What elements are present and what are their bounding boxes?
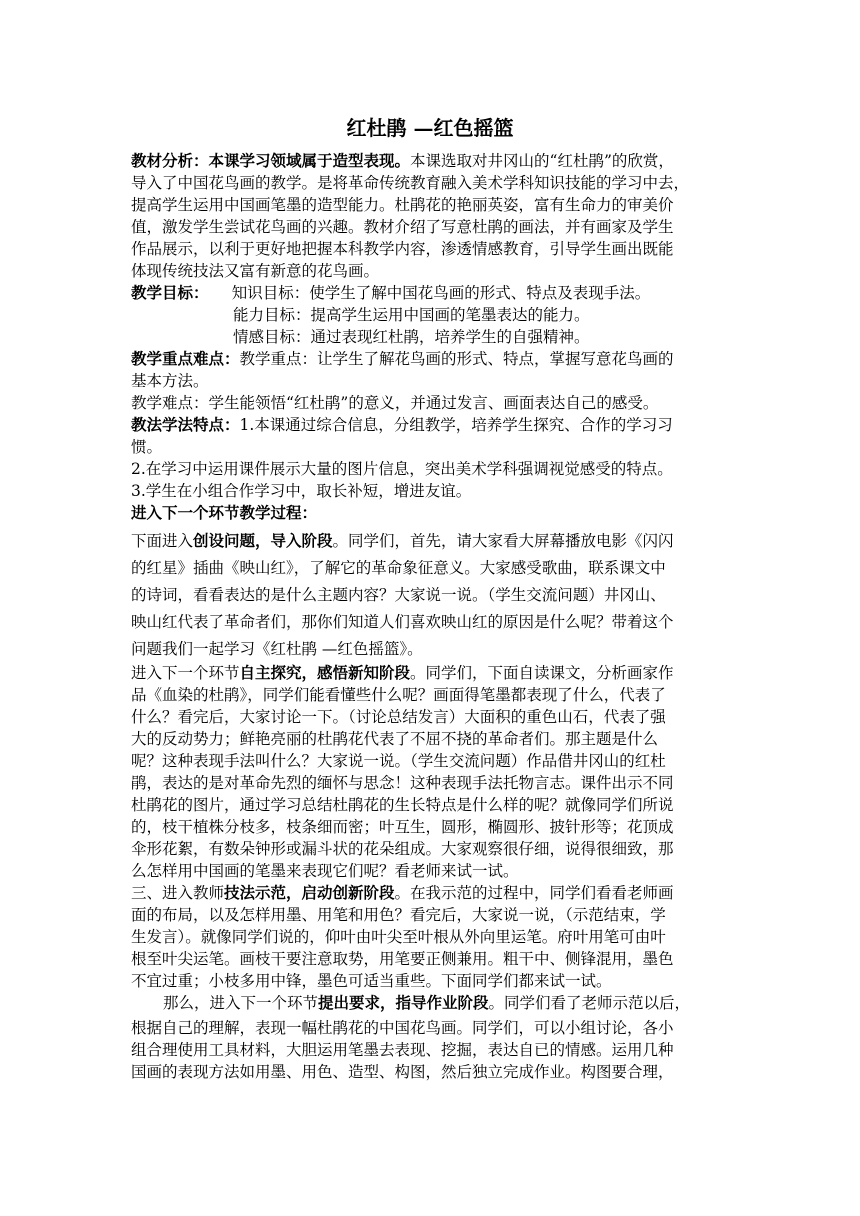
paragraph-line bbox=[131, 926, 731, 948]
text-segment: 情感目标：通过表现红杜鹃，培养学生的自强精神。 bbox=[233, 328, 590, 346]
text-segment: 进入下一个环节 bbox=[131, 664, 240, 682]
bold-text: 技法示范，启动创新阶段 bbox=[224, 883, 395, 902]
paragraph-line bbox=[131, 194, 731, 216]
paragraph-line bbox=[131, 458, 731, 480]
text-segment: 。在我示范的过程中，同学们看看老师画 bbox=[394, 884, 674, 902]
bold-text: 教法学法特点： bbox=[131, 415, 240, 434]
text-segment: 下面进入 bbox=[131, 532, 194, 550]
paragraph-line bbox=[131, 904, 731, 926]
paragraph-line bbox=[131, 216, 731, 238]
paragraph-line bbox=[131, 611, 731, 633]
paragraph-line bbox=[131, 172, 731, 194]
paragraph-line bbox=[131, 436, 731, 458]
text-segment: 品《血染的杜鹃》，同学们能看懂些什么呢？画面得笔墨都表现了什么，代表了 bbox=[131, 686, 666, 704]
paragraph-line bbox=[233, 304, 733, 326]
paragraph-line bbox=[131, 706, 731, 728]
paragraph-line bbox=[131, 150, 731, 172]
text-segment: 那么，进入下一个环节 bbox=[163, 994, 319, 1012]
text-segment: 鹃，表达的是对革命先烈的缅怀与思念！这种表现手法托物言志。课件出示不同 bbox=[131, 774, 674, 792]
text-segment: 的，枝干植株分枝多，枝条细而密；叶互生，圆形，椭圆形、披针形等；花顶成 bbox=[131, 818, 674, 836]
text-segment: 2.在学习中运用课件展示大量的图片信息，突出美术学科强调视觉感受的特点。 bbox=[131, 460, 673, 478]
paragraph-line bbox=[131, 838, 731, 860]
text-segment: 生发言）。就像同学们说的，仰叶由叶尖至叶根从外向里运笔。府叶用笔可由叶 bbox=[131, 928, 666, 946]
paragraph-line bbox=[131, 684, 731, 706]
text-segment: 导入了中国花鸟画的教学。是将革命传统教育融入美术学科知识技能的学习中去， bbox=[131, 174, 690, 192]
text-segment: 伞形花絮，有数朵钟形或漏斗状的花朵组成。大家观察很仔细，说得很细致，那 bbox=[131, 840, 674, 858]
text-segment: 组合理使用工具材料，大胆运用笔墨去表现、挖掘，表达自已的情感。运用几种 bbox=[131, 1041, 674, 1059]
document-title: 红杜鹃 —红色摇篮 bbox=[346, 116, 514, 140]
paragraph-line bbox=[131, 557, 731, 579]
bold-text: 创设问题，导入阶段 bbox=[193, 531, 333, 550]
paragraph-line bbox=[131, 728, 731, 750]
paragraph-line bbox=[131, 1017, 731, 1039]
paragraph-line bbox=[233, 326, 733, 348]
text-segment: 作品展示，以利于更好地把握本科教学内容，渗透情感教育，引导学生画出既能 bbox=[131, 240, 674, 258]
text-segment: 3.学生在小组合作学习中，取长补短，增进友谊。 bbox=[131, 482, 472, 500]
text-segment: 问题我们一起学习《红杜鹃 —红色摇篮》。 bbox=[131, 640, 423, 658]
bold-text: 教学重点难点： bbox=[131, 349, 240, 368]
paragraph-line bbox=[163, 992, 733, 1014]
paragraph-line bbox=[131, 860, 731, 882]
text-segment: 三、进入教师 bbox=[131, 884, 225, 902]
text-segment: 国画的表现方法如用墨、用色、造型、构图，然后独立完成作业。构图要合理， bbox=[131, 1063, 674, 1081]
text-segment: 根据自己的理解，表现一幅杜鹃花的中国花鸟画。同学们，可以小组讨论，各小 bbox=[131, 1019, 674, 1037]
paragraph-line bbox=[131, 662, 731, 684]
paragraph-line bbox=[131, 260, 731, 282]
bold-text: 教材分析：本课学习领域属于造型表现。 bbox=[131, 151, 411, 170]
paragraph-line bbox=[131, 480, 731, 502]
bold-text: 教学目标： bbox=[131, 283, 201, 302]
text-segment: 体现传统技法又富有新意的花鸟画。 bbox=[131, 262, 380, 280]
text-segment: 映山红代表了革命者们，那你们知道人们喜欢映山红的原因是什么呢？带着这个 bbox=[131, 613, 674, 631]
text-segment: 。同学们看了老师示范以后， bbox=[488, 994, 691, 1012]
paragraph-line bbox=[131, 392, 731, 414]
text-segment: 么怎样用中国画的笔墨来表现它们呢？看老师来试一试。 bbox=[131, 862, 519, 880]
paragraph-line bbox=[131, 502, 731, 524]
text-segment: 1.本课通过综合信息，分组教学，培养学生探究、合作的学习习 bbox=[239, 416, 673, 434]
text-segment: 能力目标：提高学生运用中国画的笔墨表达的能力。 bbox=[233, 306, 590, 324]
text-segment: 呢？这种表现手法叫什么？大家说一说。（学生交流问题）作品借井冈山的红杜 bbox=[131, 752, 666, 770]
paragraph-line bbox=[131, 882, 731, 904]
paragraph-line bbox=[131, 772, 731, 794]
text-segment: 的诗词，看看表达的是什么主题内容？大家说一说。（学生交流问题）井冈山、 bbox=[131, 586, 666, 604]
text-segment: 本课选取对井冈山的“红杜鹃”的欣赏， bbox=[410, 152, 674, 170]
paragraph-line bbox=[131, 1039, 731, 1061]
text-segment: 不宜过重；小枝多用中锋，墨色可适当重些。下面同学们都来试一试。 bbox=[131, 972, 612, 990]
paragraph-line bbox=[131, 1061, 731, 1083]
text-segment: 大的反动势力；鲜艳亮丽的杜鹃花代表了不屈不挠的革命者们。那主题是什么 bbox=[131, 730, 659, 748]
paragraph-line bbox=[131, 948, 731, 970]
paragraph-line bbox=[131, 238, 731, 260]
bold-text: 自主探究，感悟新知阶段 bbox=[239, 663, 411, 682]
text-segment: 值，激发学生尝试花鸟画的兴趣。教材介绍了写意杜鹃的画法，并有画家及学生 bbox=[131, 218, 674, 236]
paragraph-line bbox=[131, 750, 731, 772]
text-segment: 知识目标：使学生了解中国花鸟画的形式、特点及表现手法。 bbox=[200, 284, 651, 302]
paragraph-line bbox=[131, 638, 731, 660]
text-segment: 面的布局，以及怎样用墨、用笔和用色？看完后，大家说一说，（示范结束，学 bbox=[131, 906, 666, 924]
text-segment: 。同学们，首先，请大家看大屏幕播放电影《闪闪 bbox=[332, 532, 674, 550]
paragraph-line bbox=[131, 370, 731, 392]
paragraph-line bbox=[131, 970, 731, 992]
text-segment: 。同学们，下面自读课文，分析画家作 bbox=[410, 664, 674, 682]
text-segment: 的红星》插曲《映山红》，了解它的革命象征意义。大家感受歌曲，联系课文中 bbox=[131, 559, 666, 577]
paragraph-line bbox=[131, 414, 731, 436]
text-segment: 教学难点：学生能领悟“红杜鹃”的意义，并通过发言、画面表达自己的感受。 bbox=[131, 394, 659, 412]
paragraph-line bbox=[131, 530, 731, 552]
text-segment: 杜鹃花的图片，通过学习总结杜鹃花的生长特点是什么样的呢？就像同学们所说 bbox=[131, 796, 674, 814]
text-segment: 什么？看完后，大家讨论一下。（讨论总结发言）大面积的重色山石，代表了强 bbox=[131, 708, 666, 726]
paragraph-line bbox=[131, 584, 731, 606]
bold-text: 进入下一个环节教学过程： bbox=[131, 503, 318, 522]
text-segment: 根至叶尖运笔。画枝干要注意取势，用笔要正侧兼用。粗干中、侧锋混用，墨色 bbox=[131, 950, 674, 968]
bold-text: 提出要求，指导作业阶段 bbox=[318, 993, 489, 1012]
paragraph-line bbox=[131, 348, 731, 370]
text-segment: 基本方法。 bbox=[131, 372, 209, 390]
paragraph-line bbox=[131, 282, 731, 304]
text-segment: 教学重点：让学生了解花鸟画的形式、特点，掌握写意花鸟画的 bbox=[239, 350, 674, 368]
text-segment: 提高学生运用中国画笔墨的造型能力。杜鹃花的艳丽英姿，富有生命力的审美价 bbox=[131, 196, 674, 214]
paragraph-line bbox=[131, 816, 731, 838]
text-segment: 惯。 bbox=[131, 438, 163, 456]
paragraph-line bbox=[131, 794, 731, 816]
